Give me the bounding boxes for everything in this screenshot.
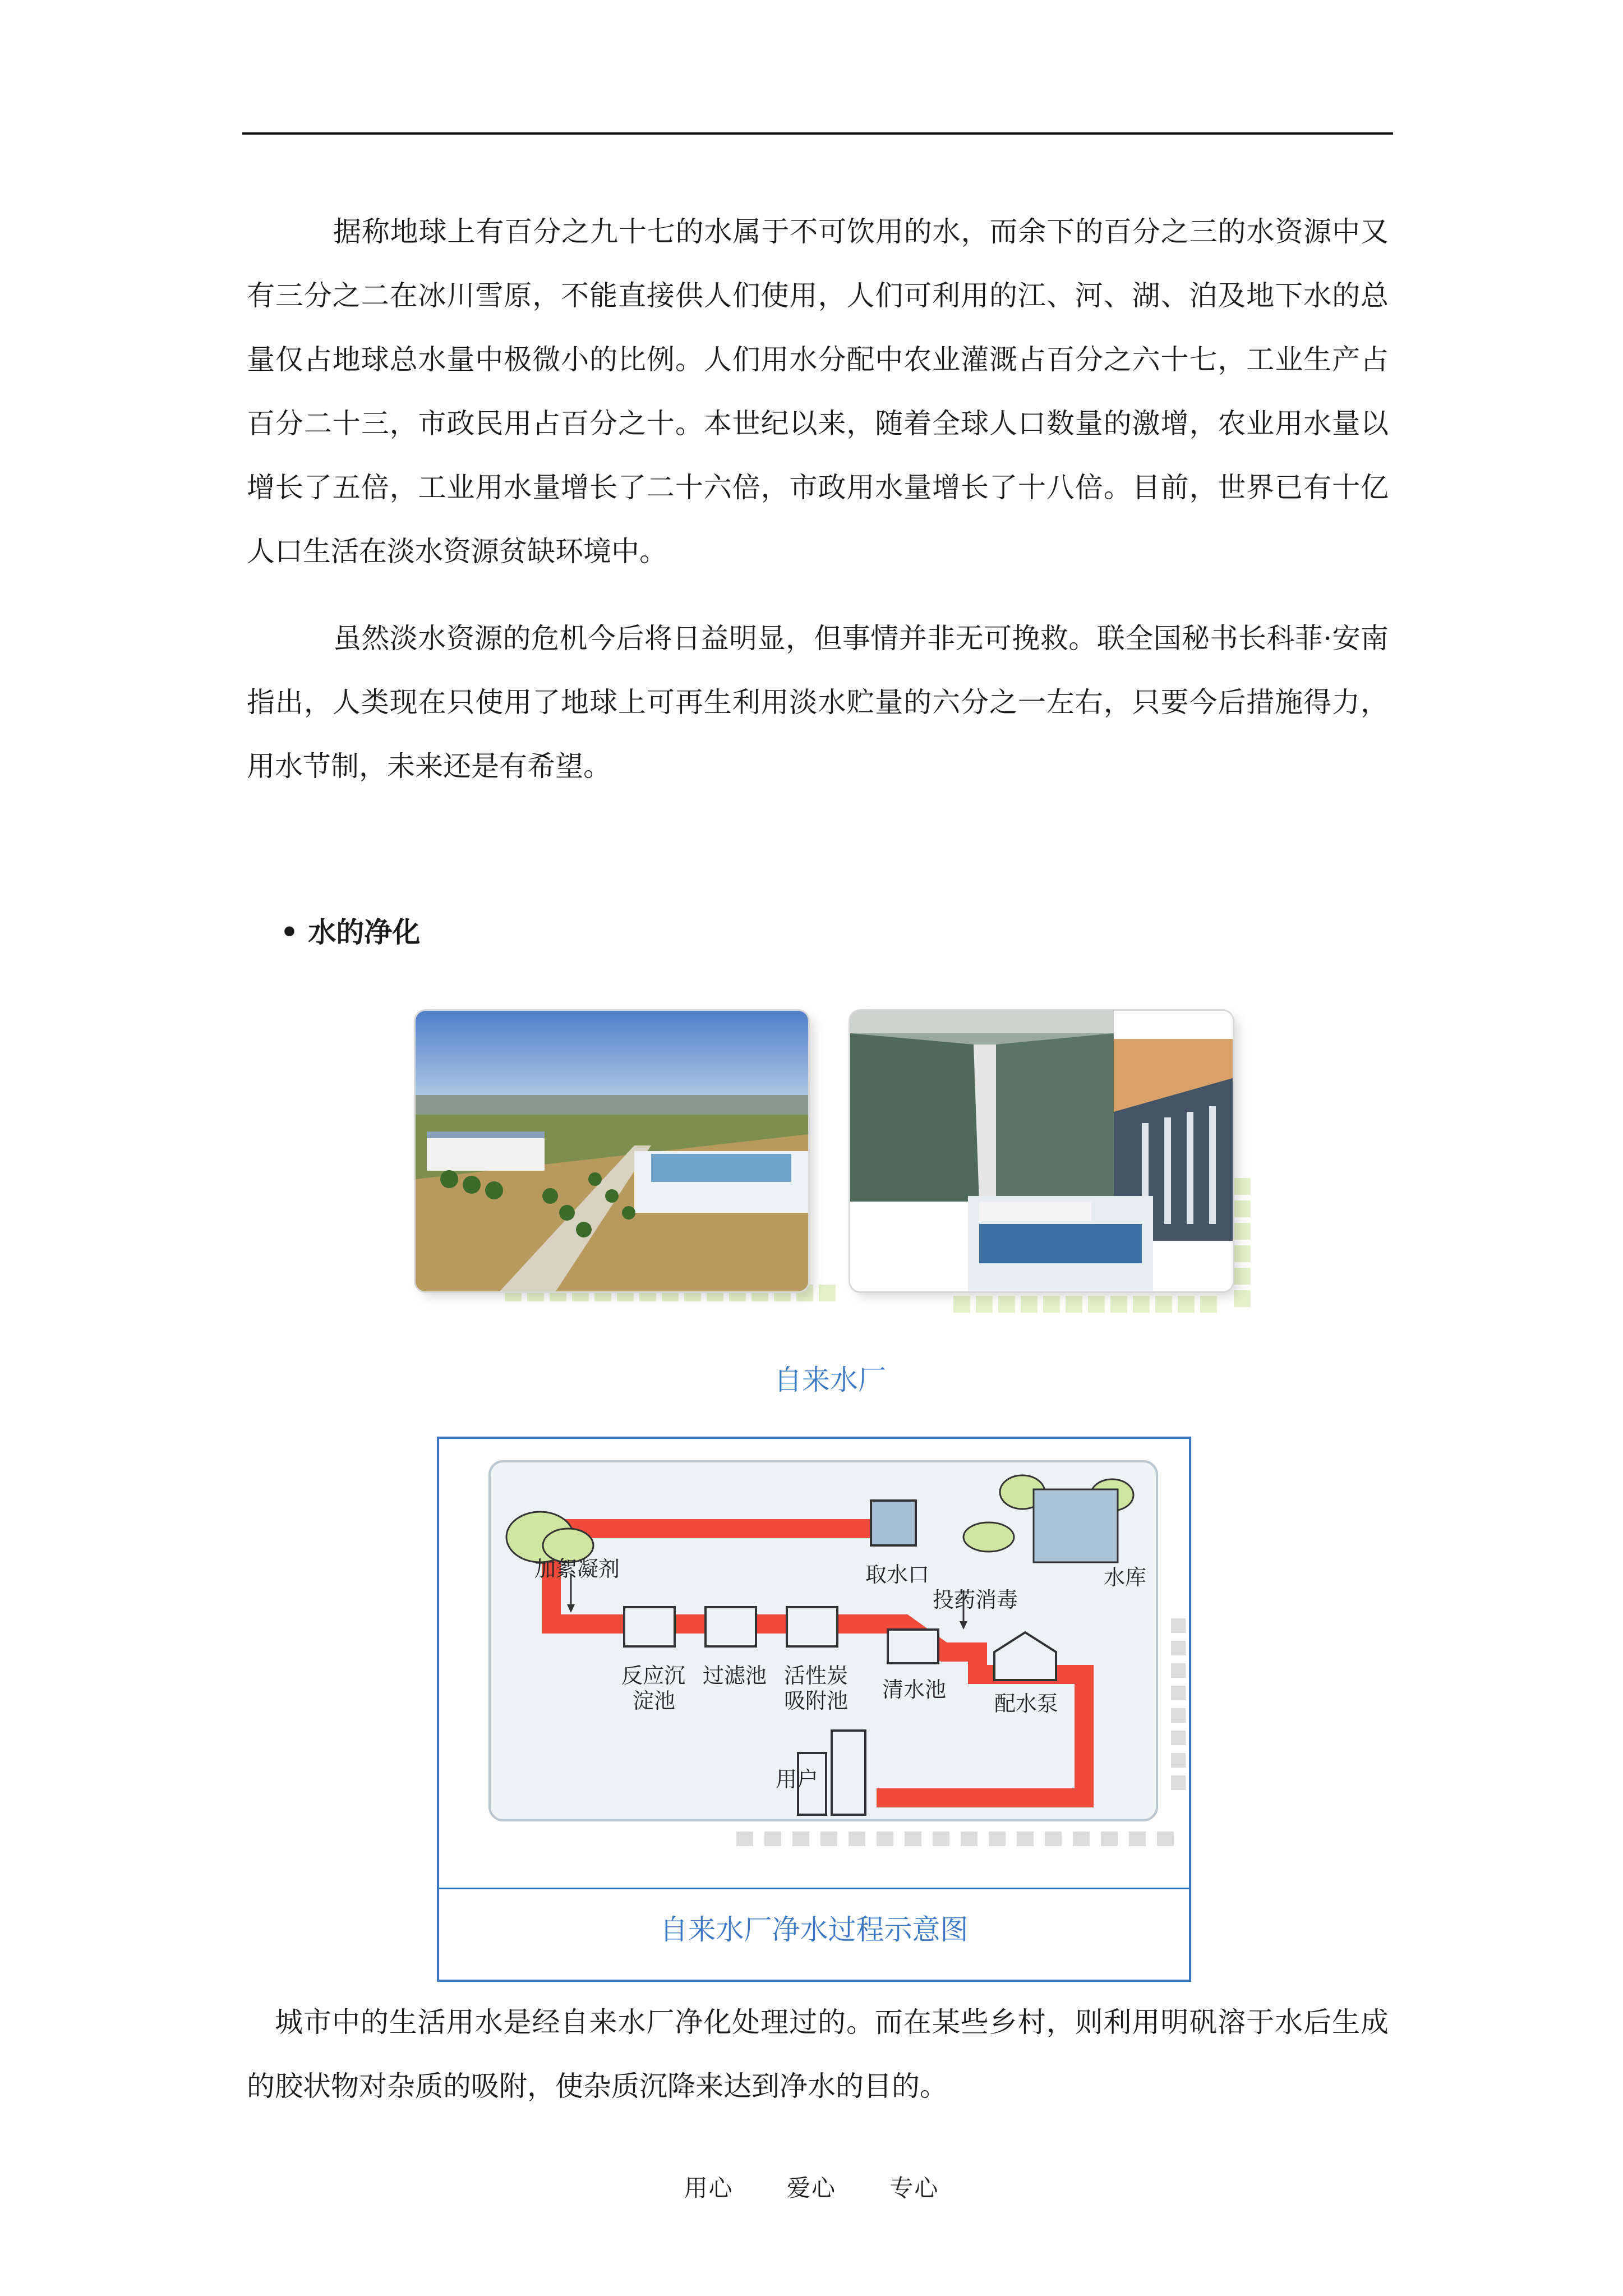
label-reservoir: 水库: [1104, 1565, 1147, 1590]
label-clear: 清水池: [882, 1677, 947, 1702]
label-user: 用户: [776, 1767, 819, 1792]
label-intake: 取水口: [865, 1562, 930, 1587]
paragraph-hope: 虽然淡水资源的危机今后将日益明显，但事情并非无可挽救。联全国秘书长科菲·安南指出，人类现在只使用了地球上可再生利用淡水贮量的六分之一左右，只要今后措施得力，用水节制，未来还是有希望。: [247, 622, 1389, 783]
process-diagram: [439, 1439, 1189, 1888]
figure-caption: 自来水厂: [774, 1364, 886, 1396]
paragraph-water-resources: 据称地球上有百分之九十七的水属于不可饮用的水，而余下的百分之三的水资源中又有三分之二在冰川雪原，不能直接供人们使用，人们可利用的江、河、湖、泊及地下水的总量仅占地球总水量中极微小的比例。人们用水分配中农业灌溉占百分之六十七，工业生产占百分二十三，市政民用占百分之十。本世纪以来，随着全球人口数量的激增，农业用水量以增长了五倍，工业用水量增长了二十六倍，市政用水量增长了十八倍。目前，世界已有十亿人口生活在淡水资源贫缺环境中。: [247, 215, 1389, 568]
page-footer: [0, 2170, 1623, 2203]
footer-text-3: 专心: [889, 2174, 939, 2202]
diagram-caption: 自来水厂净水过程示意图: [660, 1913, 969, 1946]
header-rule: [242, 132, 1393, 135]
process-diagram-figure: [437, 1437, 1191, 1982]
figure-divider: [439, 1888, 1189, 1889]
label-sediment-1: 反应沉: [621, 1663, 686, 1688]
label-sediment-2: 淀池: [633, 1688, 676, 1713]
label-disinfect: 投药消毒: [933, 1588, 1018, 1612]
footer-text-2: 爱心: [786, 2174, 836, 2202]
label-filter: 过滤池: [703, 1663, 767, 1688]
label-coagulant: 加絮凝剂: [534, 1557, 620, 1581]
footer-text-1: 用心: [684, 2174, 734, 2202]
section-title: • 水的净化: [280, 916, 421, 949]
label-carbon-2: 吸附池: [784, 1688, 849, 1713]
paragraph-city-water: 城市中的生活用水是经自来水厂净化处理过的。而在某些乡村，则利用明矾溶于水后生成的胶状物对杂质的吸附，使杂质沉降来达到净水的目的。: [247, 2006, 1389, 2102]
label-pump: 配水泵: [994, 1691, 1059, 1716]
water-plant-collage: [850, 1011, 1233, 1291]
label-carbon-1: 活性炭: [784, 1663, 849, 1688]
decorative-grid: [953, 1290, 1245, 1324]
water-plant-photo: [416, 1011, 808, 1291]
